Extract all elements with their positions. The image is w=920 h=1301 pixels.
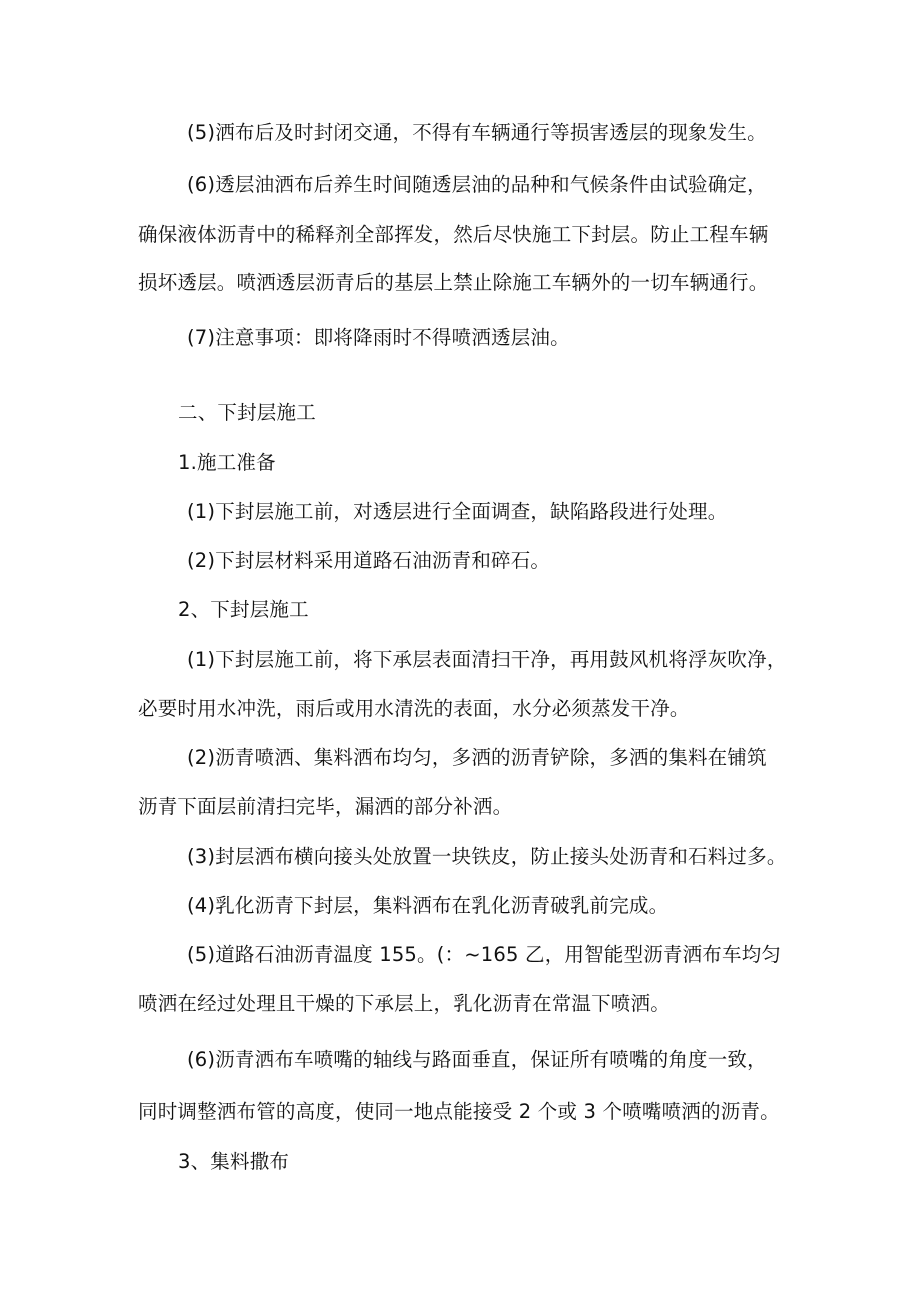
text-line: (7)注意事项：即将降雨时不得喷洒透层油。 [187, 326, 570, 349]
text-line: 确保液体沥青中的稀释剂全部挥发，然后尽快施工下封层。防止工程车辆 [138, 223, 769, 246]
text-line: 损坏透层。喷洒透层沥青后的基层上禁止除施工车辆外的一切车辆通行。 [138, 271, 769, 294]
text-line: (1)下封层施工前，将下承层表面清扫干净，再用鼓风机将浮灰吹净， [187, 648, 787, 671]
text-line: (5)道路石油沥青温度 155。(：~165 乙，用智能型沥青洒布车均匀 [187, 943, 782, 966]
text-line: (6)透层油洒布后养生时间随透层油的品种和气候条件由试验确定， [187, 173, 767, 196]
text-line: (1)下封层施工前，对透层进行全面调查，缺陷路段进行处理。 [187, 500, 728, 523]
text-line: (2)沥青喷洒、集料洒布均匀，多洒的沥青铲除，多洒的集料在铺筑 [187, 746, 767, 769]
subsection-heading: 3、集料撒布 [178, 1150, 290, 1173]
section-heading: 二、下封层施工 [178, 401, 316, 424]
text-line: (2)下封层材料采用道路石油沥青和碎石。 [187, 549, 551, 572]
text-line: (5)洒布后及时封闭交通，不得有车辆通行等损害透层的现象发生。 [187, 121, 767, 144]
text-line: (3)封层洒布横向接头处放置一块铁皮，防止接头处沥青和石料过多。 [187, 845, 787, 868]
text-line: 必要时用水冲洗，雨后或用水清洗的表面，水分必须蒸发干净。 [138, 697, 690, 720]
subsection-heading: 1.施工准备 [178, 451, 276, 474]
text-line: (4)乳化沥青下封层，集料洒布在乳化沥青破乳前完成。 [187, 894, 669, 917]
subsection-heading: 2、下封层施工 [178, 598, 309, 621]
text-line: 沥青下面层前清扫完毕，漏洒的部分补洒。 [138, 795, 513, 818]
text-line: 喷洒在经过处理且干燥的下承层上，乳化沥青在常温下喷洒。 [138, 992, 670, 1015]
text-line: (6)沥青洒布车喷嘴的轴线与路面垂直，保证所有喷嘴的角度一致， [187, 1048, 767, 1071]
text-line: 同时调整洒布管的高度，使同一地点能接受 2 个或 3 个喷嘴喷洒的沥青。 [138, 1100, 780, 1123]
